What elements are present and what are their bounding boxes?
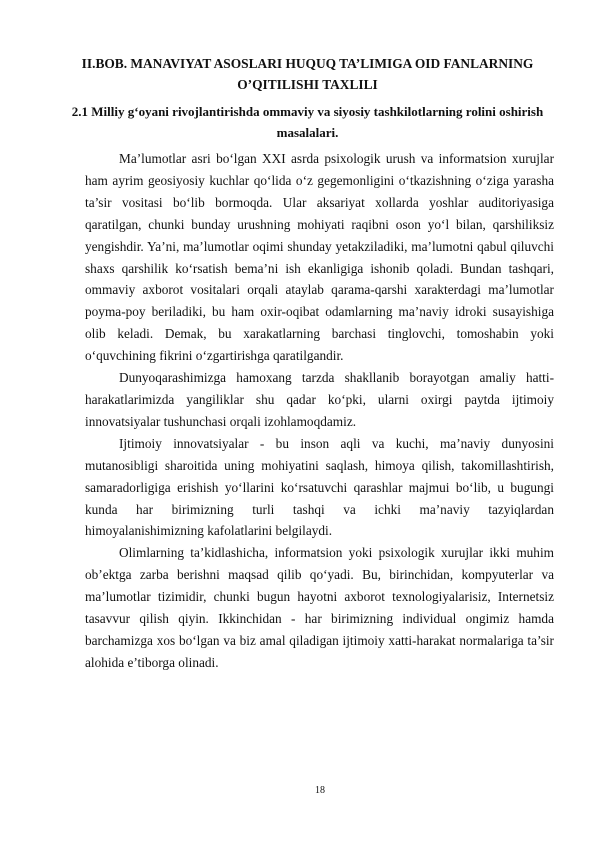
section-heading: 2.1 Milliy g‘oyani rivojlantirishda ommaviy va siyosiy tashkilotlarning rolini oshirish masalalari. <box>71 104 544 140</box>
paragraph-1: Ma’lumotlar asri bo‘lgan XXI asrda psixologik urush va informatsion xurujlar ham ayrim geosiyosiy kuchlar qo‘lida o‘z gegemonligini o‘tkazishning o‘ziga yarasha ta’sir vositasi bo‘lib bormoqda. Ular aksariyat xollarda yoshlar auditoriyasiga qaratilgan, chunki bunday urushning mohiyati raqibni oson yo‘l bilan, qarshiliksiz yengishdir. Ya’ni, ma’lumotlar oqimi shunday yetakziladiki, ma’lumotni qabul qiluvchi shaxs qarshilik ko‘rsatish bema’ni ish ekanligiga ishonib qoladi. Bundan tashqari, ommaviy axborot vositalari orqali ataylab qarama-qarshi xarakterdagi ma’lumotlar poyma-poy beriladiki, bu ham oxir-oqibat odamlarning ma’naviy idroki susayishiga olib keladi. Demak, bu xarakatlarning barchasi tinglovchi, tomoshabin yoki o‘quvchining fikrini o‘zgartirishga qaratilgandir. <box>85 151 554 364</box>
page-number: 18 <box>315 785 325 796</box>
chapter-heading: II.BOB. MANAVIYAT ASOSLARI HUQUQ TA’LIMIGA OID FANLARNING O’QITILISHI TAXLILI <box>81 56 534 92</box>
paragraph-3: Ijtimoiy innovatsiyalar - bu inson aqli va kuchi, ma’naviy dunyosini mutanosibligi sharoitida uning mohiyatini saqlash, himoya qilish, takomillashtirish, samaradorligiga erishish yo‘llarini ko‘rsatuvchi qarashlar majmui bo‘lib, u bugungi kunda har birimizning turli tashqi va ichki ma’naviy tazyiqlardan himoyalanishimizning kafolatlarini belgilaydi. <box>85 435 554 539</box>
paragraph-4: Olimlarning ta’kidlashicha, informatsion yoki psixologik xurujlar ikki muhim ob’ektga zarba berishni maqsad qilib qo‘yadi. Bu, birinchidan, kompyuterlar va ma’lumotlar tizimidir, chunki bugun hayotni axborot texnologiyalarisiz, Internetsiz tasavvur qilish qiyin. Ikkinchidan - har birimizning individual ongimiz hamda barchamizga xos bo‘lgan va biz amal qiladigan ijtimoiy xatti-harakat normalariga ta’sir alohida e’tiborga olinadi. <box>85 545 554 670</box>
paragraph-2: Dunyoqarashimizga hamoxang tarzda shakllanib borayotgan amaliy hatti-harakatlarimizda yangiliklar shu qadar ko‘pki, ularni oxirgi paytda ijtimoiy innovatsiyalar tushunchasi orqali izohlamoqdamiz. <box>85 370 554 429</box>
body-text <box>85 148 554 674</box>
